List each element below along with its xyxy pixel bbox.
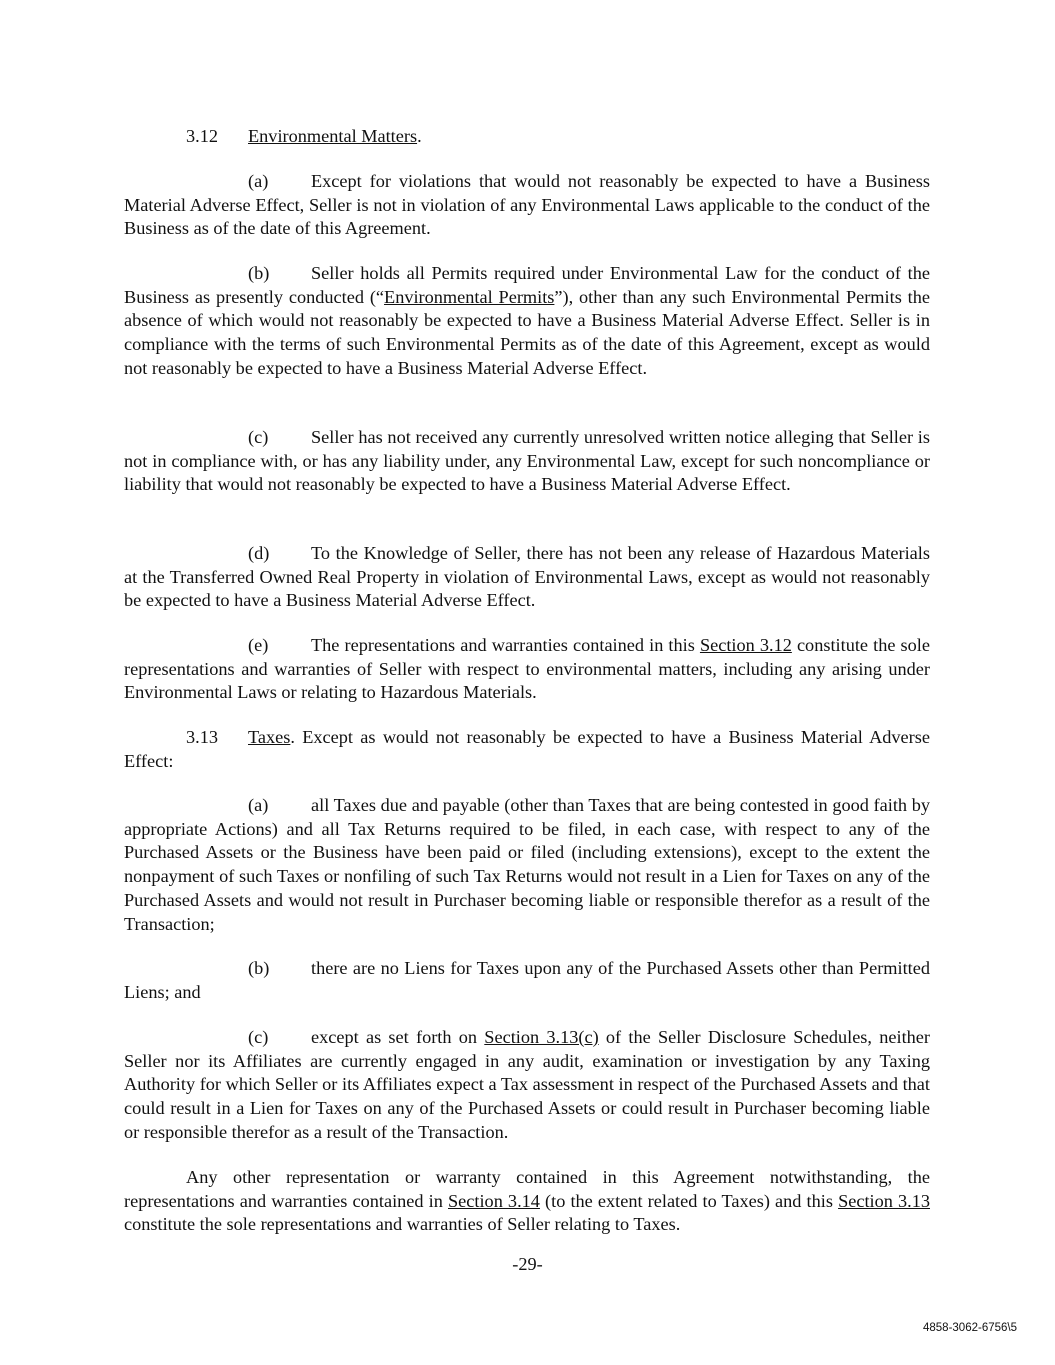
clause-label: (a) (248, 795, 269, 815)
clause-label: (c) (248, 427, 269, 447)
clause-text: all Taxes due and payable (other than Taxes that are being contested in good faith by appropriate Actions) and all Tax Returns required to be filed, in each case, with respect to any of the Purchased Assets or the Business have been paid or filed (including extensions), except to the extent the nonpayment of such Taxes or nonfiling of such Tax Returns would not result in a Lien for Taxes on any of the Purchased Assets and would not result in Purchaser becoming liable or responsible therefor as a result of the Transaction; (124, 795, 930, 934)
clause-3-12-e: (e) The representations and warranties contained in this Section 3.12 constitute the sole representations and warranties of Seller with respect to environmental matters, including any arising under Environmental Laws or relating to Hazardous Materials. (124, 635, 930, 703)
section-number: 3.12 (186, 126, 218, 146)
section-reference: Section 3.14 (448, 1190, 540, 1211)
section-number: 3.13 (186, 727, 218, 747)
closing-paragraph: Any other representation or warranty contained in this Agreement notwithstanding, the representations and warranties contained in Section 3.14 (to the extent related to Taxes) and this Section 3.13 constitute the sole representations and warranties of Seller relating to Taxes. (124, 1167, 930, 1235)
section-reference: Section 3.12 (699, 635, 792, 655)
clause-text: Except for violations that would not reasonably be expected to have a Business Material Adverse Effect, Seller is not in violation of any Environmental Laws applicable to the conduct of the Business as of the date of this Agreement. (124, 171, 930, 239)
section-3-13-heading: 3.13 Taxes. Except as would not reasonably be expected to have a Business Material Adverse Effect: (124, 727, 930, 771)
clause-3-13-c: (c) except as set forth on Section 3.13(c) of the Seller Disclosure Schedules, neither Seller nor its Affiliates are currently engaged in any audit, examination or investigation by any Taxing Authority for which Seller or its Affiliates expect a Tax assessment in respect of the Purchased Assets and that could result in a Lien for Taxes on any of the Purchased Assets or could result in Purchaser becoming liable or responsible therefor as a result of the Transaction. (124, 1027, 930, 1142)
clause-label: (e) (248, 635, 269, 655)
clause-3-12-b: (b) Seller holds all Permits required under Environmental Law for the conduct of the Business as presently conducted (“Environmental Permits”), other than any such Environmental Permits the absence of which would not reasonably be expected to have a Business Material Adverse Effect. Seller is in compliance with the terms of such Environmental Permits as of the date of this Agreement, except as would not reasonably be expected to have a Business Material Adverse Effect. (124, 263, 931, 378)
clause-3-13-b (124, 957, 930, 1004)
clause-text: there are no Liens for Taxes upon any of the Purchased Assets other than Permitted Liens; and (124, 958, 930, 1002)
defined-term: Environmental Permits (384, 286, 555, 307)
clause-3-12-a (124, 170, 930, 241)
clause-3-12-d (124, 542, 930, 613)
clause-3-13-a (124, 794, 930, 936)
clause-label: (b) (248, 263, 270, 283)
page-number: -29- (512, 1254, 543, 1274)
clause-text: To the Knowledge of Seller, there has not been any release of Hazardous Materials at the Transferred Owned Real Property in violation of Environmental Laws, except as would not reasonably be expected to have a Business Material Adverse Effect. (124, 543, 930, 611)
clause-label: (d) (248, 543, 270, 563)
section-title: Environmental Matters (248, 126, 418, 146)
section-3-12-heading: 3.12 Environmental Matters. (124, 125, 930, 149)
section-title: Taxes (248, 727, 291, 747)
clause-label: (b) (248, 958, 270, 978)
clause-label: (a) (248, 171, 269, 191)
clause-label: (c) (248, 1027, 269, 1047)
clause-3-12-c (124, 426, 930, 497)
clause-text: Seller has not received any currently unresolved written notice alleging that Seller is not in compliance with, or has any liability under, any Environmental Law, except for such noncompliance or liability that would not reasonably be expected to have a Business Material Adverse Effect. (124, 427, 930, 495)
section-reference: Section 3.13 (838, 1190, 930, 1211)
document-id: 4858-3062-6756\5 (923, 1322, 1017, 1334)
section-reference: Section 3.13(c) (484, 1027, 599, 1047)
